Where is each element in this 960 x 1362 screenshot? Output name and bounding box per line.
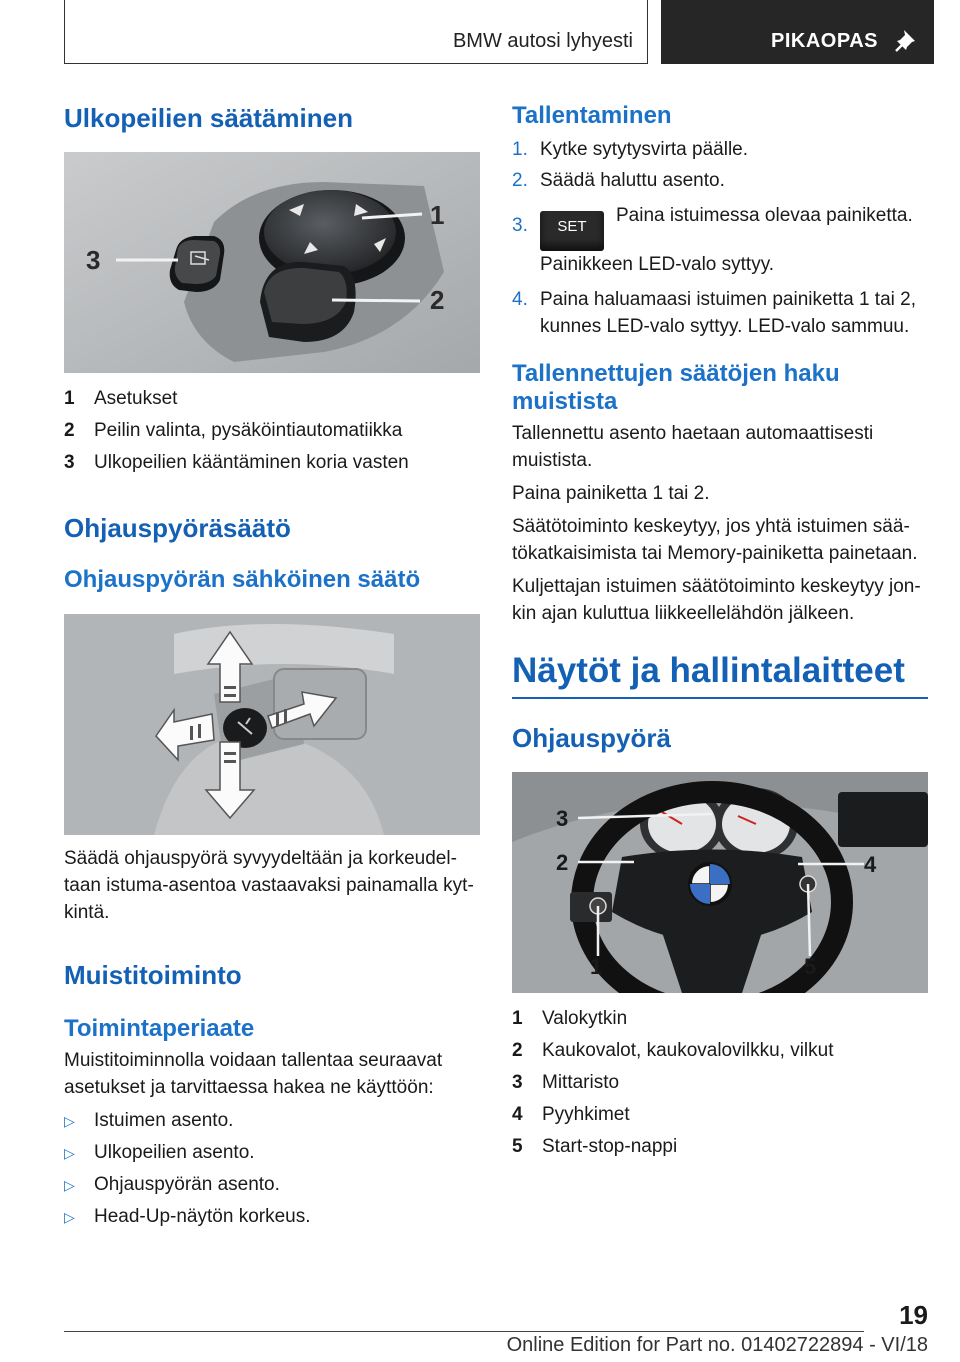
list-item: ▷ Ohjauspyörän asento. — [64, 1169, 480, 1201]
memory-title: Muistitoiminto — [64, 960, 242, 990]
recall-title: Tallennettujen säätöjen haku muistista — [512, 360, 840, 415]
recall-para: Paina painiketta 1 tai 2. — [512, 483, 710, 504]
triangle-bullet-icon: ▷ — [64, 1177, 75, 1193]
step-item: 2. Säädä haluttu asento. — [512, 170, 725, 191]
steering-adjust-subtitle: Ohjauspyörän sähköinen säätö — [64, 566, 421, 593]
legend-item: 4 Pyyhkimet — [512, 1104, 630, 1125]
memory-bullets — [64, 1105, 480, 1233]
triangle-bullet-icon: ▷ — [64, 1209, 75, 1225]
mirror-callout-3: 3 — [86, 245, 101, 275]
wheel-callout-4: 4 — [864, 852, 877, 877]
saving-title: Tallentaminen — [512, 102, 672, 129]
legend-item: 5 Start-stop-nappi — [512, 1136, 678, 1157]
wheel-callout-5: 5 — [804, 954, 817, 979]
section-title: BMW autosi lyhyesti — [452, 30, 633, 52]
chapter-tab — [661, 0, 934, 64]
displays-subtitle: Ohjauspyörä — [512, 723, 671, 753]
recall-para: Säätötoiminto keskeytyy, jos yhtä istuimen säätökatkaisimista tai Memory-painiketta painetaan. — [512, 516, 918, 564]
legend-item: 3 Ulkopeilien kääntäminen koria vasten — [64, 452, 409, 473]
mirror-switch-illustration — [64, 152, 480, 373]
steering-adjust-title: Ohjauspyöräsäätö — [64, 513, 291, 543]
wheel-callout-3: 3 — [556, 806, 569, 831]
legend-item: 2 Peilin valinta, pysäköintiautomatiikka — [64, 420, 403, 441]
step-item: 3. SETPaina istuimessa olevaa painiketta. Painikkeen LED-valo syttyy. — [512, 205, 913, 275]
wheel-callout-1: 1 — [590, 954, 603, 979]
memory-intro: Muistitoiminnolla voidaan tallentaa seuraavat asetukset ja tarvittaessa hakea ne käyttöön: — [64, 1050, 443, 1098]
recall-para: Tallennettu asento haetaan automaattisesti muistista. — [512, 423, 874, 471]
recall-para: Kuljettajan istuimen säätötoiminto keskeytyy jonkin ajan kuluttua liikkeellelähdön jälkeen. — [512, 576, 921, 624]
left-column — [64, 100, 480, 1233]
mirror-callout-2: 2 — [430, 285, 445, 315]
page-header — [64, 0, 934, 66]
legend-item: 3 Mittaristo — [512, 1072, 620, 1093]
list-item: ▷ Istuimen asento. — [64, 1105, 480, 1137]
triangle-bullet-icon: ▷ — [64, 1145, 75, 1161]
mirror-legend — [64, 383, 480, 479]
mirror-switch-figure — [64, 152, 480, 373]
steering-switch-illustration — [64, 614, 480, 835]
right-column — [512, 100, 928, 1163]
pin-icon — [895, 28, 917, 52]
step-item: 1. Kytke sytytysvirta päälle. — [512, 139, 749, 160]
legend-item: 1 Asetukset — [64, 388, 178, 409]
steering-switch-figure — [64, 614, 480, 835]
step-item: 4. Paina haluamaasi istuimen painiketta 1 tai 2, kunnes LED-valo syttyy. LED-valo sammuu. — [512, 289, 917, 337]
memory-subtitle: Toimintaperiaate — [64, 1015, 255, 1042]
wheel-callout-2: 2 — [556, 850, 569, 875]
edition-footer: Online Edition for Part no. 01402722894 - VI/18 — [506, 1334, 928, 1356]
wheel-legend — [512, 1003, 928, 1163]
page-number: 19 — [899, 1300, 928, 1330]
saving-steps — [512, 136, 928, 340]
section-tab — [64, 0, 648, 64]
list-item: ▷ Head-Up-näytön korkeus. — [64, 1201, 480, 1233]
legend-item: 2 Kaukovalot, kaukovalovilkku, vilkut — [512, 1040, 834, 1061]
steering-wheel-figure — [512, 772, 928, 993]
chapter-title: PIKAOPAS — [771, 30, 878, 52]
legend-item: 1 Valokytkin — [512, 1008, 628, 1029]
steering-adjust-body: Säädä ohjauspyörä syvyydeltään ja korkeudeltaan istuma-asentoa vastaavaksi painamalla kytkintä. — [64, 848, 474, 923]
footer-divider — [64, 1331, 864, 1332]
steering-wheel-illustration — [512, 772, 928, 993]
mirrors-title: Ulkopeilien säätäminen — [64, 103, 353, 133]
list-item: ▷ Ulkopeilien asento. — [64, 1137, 480, 1169]
displays-title: Näytöt ja hallintalaitteet — [512, 651, 928, 699]
mirror-callout-1: 1 — [430, 200, 445, 230]
triangle-bullet-icon: ▷ — [64, 1113, 75, 1129]
set-button: SET — [540, 211, 604, 251]
